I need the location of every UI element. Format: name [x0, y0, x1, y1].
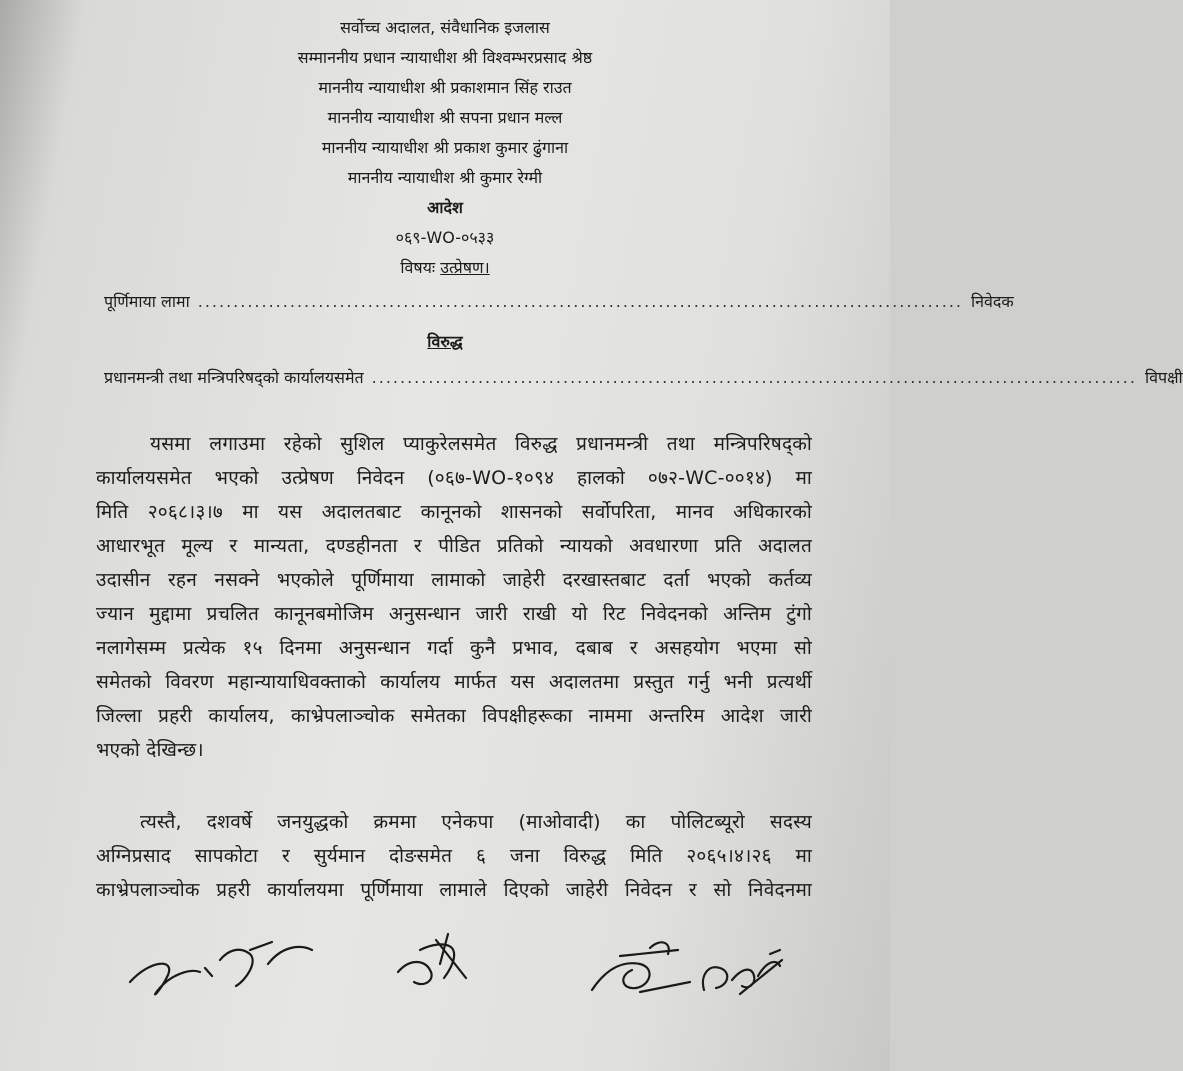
- body-line: जिल्ला प्रहरी कार्यालय, काभ्रेपलाञ्चोक समेतका विपक्षीहरूका नाममा अन्तरिम आदेश जारी: [96, 705, 812, 727]
- petitioner-name: पूर्णिमाया लामा: [104, 292, 190, 311]
- body-line: समेतको विवरण महान्यायाधिवक्ताको कार्यालय मार्फत यस अदालतमा प्रस्तुत गर्नु भनी प्रत्यर्थी: [96, 671, 812, 693]
- subject-line: [0, 256, 890, 278]
- body-line: यसमा लगाउमा रहेको सुशिल प्याकुरेलसमेत विरुद्ध प्रधानमन्त्री तथा मन्त्रिपरिषद्को: [150, 433, 812, 455]
- judge-line: माननीय न्यायाधीश श्री प्रकाश कुमार ढुंगाना: [321, 138, 569, 157]
- body-line: कार्यालयसमेत भएको उत्प्रेषण निवेदन (०६७-WO-१०९४ हालको ०७२-WC-००१४) मा: [96, 467, 812, 489]
- petitioner-row: [104, 290, 1014, 312]
- versus-label: विरुद्ध: [427, 332, 463, 351]
- judge-line: माननीय न्यायाधीश श्री प्रकाशमान सिंह राउत: [318, 78, 572, 97]
- signature-2: [398, 934, 466, 984]
- body-line: काभ्रेपलाञ्चोक प्रहरी कार्यालयमा पूर्णिमाया लामाले दिएको जाहेरी निवेदन र सो निवेदनमा: [96, 879, 812, 901]
- leader-dots: ............................................................................................................: [371, 368, 1137, 387]
- body-line: नलागेसम्म प्रत्येक १५ दिनमा अनुसन्धान गर्दा कुनै प्रभाव, दबाब र असहयोग भएमा सो: [96, 637, 812, 659]
- signature-4: [703, 950, 782, 994]
- subject-label: विषयः: [400, 258, 436, 277]
- judge-line: माननीय न्यायाधीश श्री कुमार रेग्मी: [347, 168, 543, 187]
- signature-3: [592, 942, 690, 992]
- case-number: ०६९-WO-०५३३: [395, 228, 495, 247]
- versus-heading: [0, 330, 890, 352]
- respondent-name: प्रधानमन्त्री तथा मन्त्रिपरिषद्को कार्यालयसमेत: [104, 368, 364, 387]
- body-line: उदासीन रहन नसक्ने भएकोले पूर्णिमाया लामाको जाहेरी दरखास्तबाट दर्ता भएको कर्तव्य: [96, 569, 812, 591]
- subject-value: उत्प्रेषण।: [440, 258, 490, 277]
- signature-1: [130, 942, 312, 994]
- body-line: ज्यान मुद्दामा प्रचलित कानूनबमोजिम अनुसन्धान जारी राखी यो रिट निवेदनको अन्तिम टुंगो: [96, 603, 812, 625]
- body-line: मिति २०६८।३।७ मा यस अदालतबाट कानूनको शासनको सर्वोपरिता, मानव अधिकारको: [96, 501, 812, 523]
- judge-line: माननीय न्यायाधीश श्री सपना प्रधान मल्ल: [327, 108, 563, 127]
- court-title: सर्वोच्च अदालत, संवैधानिक इजलास: [340, 18, 550, 37]
- order-title: आदेश: [427, 198, 463, 217]
- body-line: भएको देखिन्छ।: [96, 739, 204, 761]
- judge-line: सम्माननीय प्रधान न्यायाधीश श्री विश्वम्भरप्रसाद श्रेष्ठ: [297, 48, 593, 67]
- respondent-row: [104, 366, 1183, 388]
- respondent-role: विपक्षी: [1144, 368, 1183, 387]
- body-line: अग्निप्रसाद सापकोटा र सुर्यमान दोङसमेत ६ जना विरुद्ध मिति २०६५।४।२६ मा: [96, 845, 812, 867]
- petitioner-role: निवेदक: [971, 292, 1014, 311]
- body-line: आधारभूत मूल्य र मान्यता, दण्डहीनता र पीडित प्रतिको न्यायको अवधारणा प्रति अदालत: [96, 535, 812, 557]
- leader-dots: ............................................................................................................: [197, 292, 964, 311]
- judges-signatures: [0, 920, 890, 1040]
- body-line: त्यस्तै, दशवर्षे जनयुद्धको क्रममा एनेकपा (माओवादी) का पोलिटब्यूरो सदस्य: [140, 811, 812, 833]
